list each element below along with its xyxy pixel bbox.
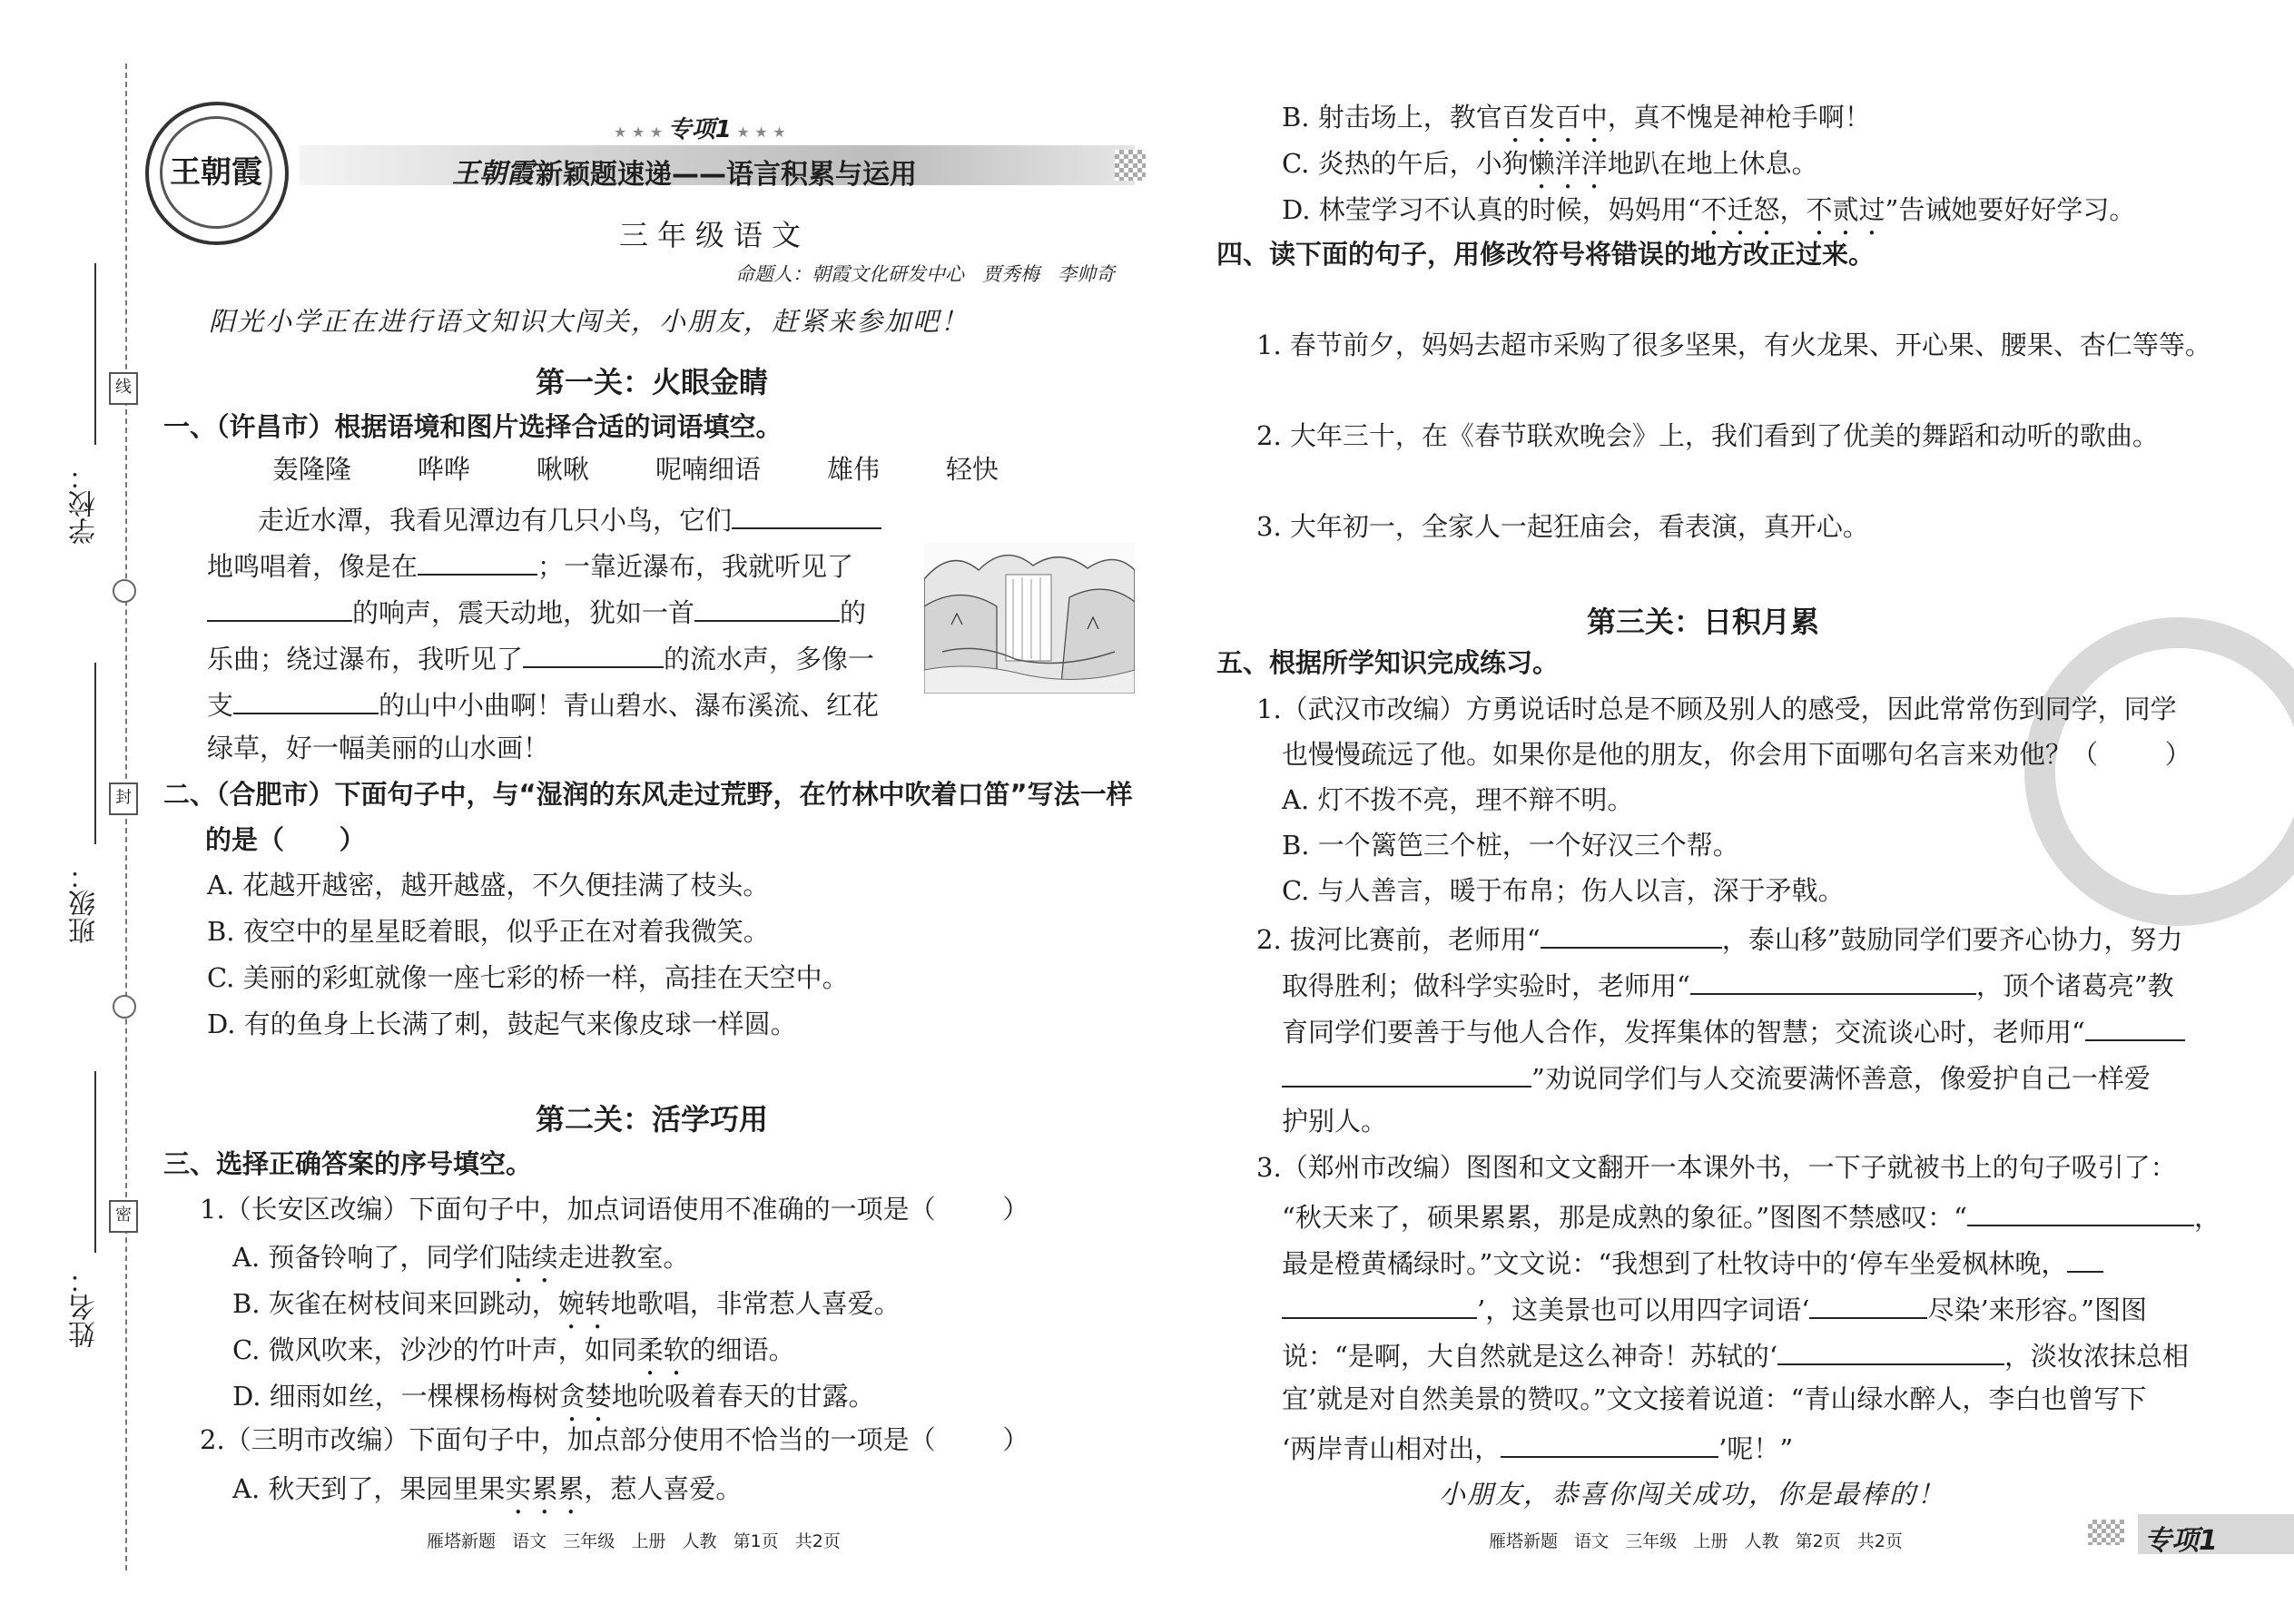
q1-line: 支 的山中小曲啊！青山碧水、瀑布溪流、红花 xyxy=(207,690,880,721)
topic-tag-header: ★ ★ ★ 专项1 ★ ★ ★ xyxy=(614,116,786,143)
footer-left: 雁塔新题 语文 三年级 上册 人教 第1页 共2页 xyxy=(427,1531,841,1551)
waterfall-illustration xyxy=(924,543,1135,694)
q3-sub1-option[interactable]: C. 微风吹来，沙沙的竹叶声，如同柔软的细语。 xyxy=(232,1334,795,1365)
seal-mark: 封 xyxy=(109,782,138,815)
name-label: 姓名： xyxy=(69,1266,101,1348)
level2-title: 第二关：活学巧用 xyxy=(536,1102,769,1137)
secret-mark: 密 xyxy=(109,1200,138,1233)
q3-sub2-option[interactable]: A. 秋天到了，果园里果实累累，惹人喜爱。 xyxy=(232,1473,743,1504)
q3-sub1-option[interactable]: A. 预备铃响了，同学们陆续走进教室。 xyxy=(232,1242,690,1273)
school-field[interactable] xyxy=(94,263,96,445)
q2-stem-2: 的是（ ） xyxy=(205,824,366,855)
q4-item[interactable]: 2. 大年三十，在《春节联欢晚会》上，我们看到了优美的舞蹈和动听的歌曲。 xyxy=(1256,420,2159,451)
word-option: 轰隆隆 xyxy=(272,454,352,485)
q1-line: 绿草，好一幅美丽的山水画！ xyxy=(207,733,550,763)
answer-blank[interactable] xyxy=(523,643,664,668)
q5-s1-option[interactable]: A. 灯不拨不亮，理不辩不明。 xyxy=(1282,784,1634,815)
binding-dashed-line xyxy=(125,64,127,1570)
brand-logo-text: 王朝霞 xyxy=(160,116,272,229)
answer-blank[interactable] xyxy=(1809,1294,1927,1319)
q1-word-bank xyxy=(272,454,999,485)
q4-item[interactable]: 3. 大年初一，全家人一起狂庙会，看表演，真开心。 xyxy=(1256,511,1869,542)
answer-blank[interactable] xyxy=(1282,1062,1531,1088)
q2-stem: 二、（合肥市）下面句子中，与“湿润的东风走过荒野，在竹林中吹着口笛”写法一样 xyxy=(163,779,1133,810)
answer-blank[interactable] xyxy=(2085,1016,2185,1041)
checker-decoration xyxy=(2088,1520,2124,1545)
brand-name: 王朝霞 xyxy=(452,158,534,190)
intro-text: 阳光小学正在进行语文知识大闯关，小朋友，赶紧来参加吧！ xyxy=(209,306,970,337)
page-title: 新颖题速递——语言积累与运用 xyxy=(536,159,917,191)
word-option: 雄伟 xyxy=(826,454,880,485)
word-option: 轻快 xyxy=(945,454,999,485)
q1-stem: 一、（许昌市）根据语境和图片选择合适的词语填空。 xyxy=(163,411,783,442)
q3-sub2: 2.（三明市改编）下面句子中，加点部分使用不恰当的一项是（ ） xyxy=(200,1424,1029,1455)
class-field[interactable] xyxy=(94,663,96,844)
binding-hole-icon xyxy=(113,995,136,1019)
q3-sub2-option[interactable]: B. 射击场上，教官百发百中，真不愧是神枪手啊！ xyxy=(1282,102,1871,133)
q3-sub1: 1.（长安区改编）下面句子中，加点词语使用不准确的一项是（ ） xyxy=(200,1194,1029,1225)
q5-s2-line: 护别人。 xyxy=(1282,1106,1388,1137)
q5-s2-line: 2. 拔河比赛前，老师用“ ，泰山移”鼓励同学们要齐心协力，努力 xyxy=(1256,924,2183,955)
q2-option[interactable]: C. 美丽的彩虹就像一座七彩的桥一样，高挂在天空中。 xyxy=(207,962,849,993)
q5-s3-line: 3.（郑州市改编）图图和文文翻开一本课外书，一下子就被书上的句子吸引了： xyxy=(1256,1152,2177,1183)
q1-line: 走近水潭，我看见潭边有几只小鸟，它们 xyxy=(258,504,881,534)
answer-blank[interactable] xyxy=(1777,1340,2004,1365)
answer-blank[interactable] xyxy=(1282,1294,1477,1319)
q3-stem: 三、选择正确答案的序号填空。 xyxy=(163,1148,533,1179)
q2-option[interactable]: A. 花越开越密，越开越盛，不久便挂满了枝头。 xyxy=(207,870,770,901)
seal-watermark xyxy=(2024,617,2294,926)
line-mark: 线 xyxy=(109,372,138,405)
answer-blank[interactable] xyxy=(207,596,352,622)
q5-s3-line: ‘两岸青山相对出， ’呢！” xyxy=(1282,1433,1794,1464)
word-option: 啾啾 xyxy=(536,454,589,485)
answer-blank[interactable] xyxy=(418,550,537,576)
q5-s1-option[interactable]: C. 与人善言，暖于布帛；伤人以言，深于矛戟。 xyxy=(1282,875,1845,906)
closing-text: 小朋友，恭喜你闯关成功，你是最棒的！ xyxy=(1439,1479,1946,1510)
q3-sub2-option[interactable]: C. 炎热的午后，小狗懒洋洋地趴在地上休息。 xyxy=(1282,148,1818,179)
school-label: 学校： xyxy=(69,463,101,545)
q1-line: 地鸣唱着，像是在 ；一靠近瀑布，我就听见了 xyxy=(207,551,854,582)
q5-s1-line: 也慢慢疏远了他。如果你是他的朋友，你会用下面哪句名言来劝他？（ ） xyxy=(1282,739,2191,770)
footer-right: 雁塔新题 语文 三年级 上册 人教 第2页 共2页 xyxy=(1489,1531,1903,1551)
q2-option[interactable]: B. 夜空中的星星眨着眼，似乎正在对着我微笑。 xyxy=(207,916,770,947)
q3-sub2-option[interactable]: D. 林莹学习不认真的时候，妈妈用“不迁怒，不贰过”告诫她要好好学习。 xyxy=(1282,194,2136,225)
q4-stem: 四、读下面的句子，用修改符号将错误的地方改正过来。 xyxy=(1216,239,1876,270)
footer-topic-tag: 专项1 xyxy=(2144,1525,2218,1557)
q3-sub1-option[interactable]: B. 灰雀在树枝间来回跳动，婉转地歌唱，非常惹人喜爱。 xyxy=(232,1288,901,1319)
level1-title: 第一关：火眼金睛 xyxy=(536,365,769,399)
q5-s2-line: 育同学们要善于与他人合作，发挥集体的智慧；交流谈心时，老师用“ xyxy=(1282,1016,2185,1046)
q5-s3-line: 宜’就是对自然美景的赞叹。”文文接着说道：“青山绿水醉人，李白也曾写下 xyxy=(1282,1383,2147,1414)
answer-blank[interactable] xyxy=(694,596,840,622)
word-option: 哗哗 xyxy=(417,454,470,485)
word-option: 呢喃细语 xyxy=(655,454,761,485)
binding-hole-icon xyxy=(113,579,136,603)
authors-line: 命题人：朝霞文化研发中心 贾秀梅 李帅奇 xyxy=(735,263,1116,285)
q5-s3-line: 最是橙黄橘绿时。”文文说：“我想到了杜牧诗中的‘停车坐爱枫林晚， xyxy=(1282,1247,2103,1277)
q3-sub1-option[interactable]: D. 细雨如丝，一棵棵杨梅树贪婪地吮吸着春天的甘露。 xyxy=(232,1381,875,1412)
q5-stem: 五、根据所学知识完成练习。 xyxy=(1216,647,1560,678)
q5-s1-line: 1.（武汉市改编）方勇说话时总是不顾及别人的感受，因此常常伤到同学，同学 xyxy=(1256,694,2177,724)
answer-blank[interactable] xyxy=(233,689,379,714)
q5-s3-line: “秋天来了，硕果累累，那是成熟的象征。”图图不禁感叹：“ ， xyxy=(1282,1202,2220,1233)
brand-logo xyxy=(145,102,289,245)
answer-blank[interactable] xyxy=(1501,1432,1718,1458)
answer-blank[interactable] xyxy=(1967,1201,2194,1226)
q4-item[interactable]: 1. 春节前夕，妈妈去超市采购了很多坚果，有火龙果、开心果、腰果、杏仁等等。 xyxy=(1256,330,2211,360)
answer-blank[interactable] xyxy=(1690,969,1976,995)
class-label: 班级： xyxy=(69,862,101,944)
q2-option[interactable]: D. 有的鱼身上长满了刺，鼓起气来像皮球一样圆。 xyxy=(207,1009,797,1039)
q5-s3-line: ’，这美景也可以用四字词语‘ 尽染’来形容。”图图 xyxy=(1282,1294,2147,1324)
q1-line: 的响声，震天动地，犹如一首 的 xyxy=(207,596,866,626)
subject-title: 三年级语文 xyxy=(619,218,811,252)
q1-line: 乐曲；绕过瀑布，我听见了 的流水声，多像一 xyxy=(207,644,875,674)
name-field[interactable] xyxy=(94,1071,96,1253)
answer-blank[interactable] xyxy=(732,504,881,529)
q5-s1-option[interactable]: B. 一个篱笆三个桩，一个好汉三个帮。 xyxy=(1282,830,1739,861)
answer-blank[interactable] xyxy=(1541,923,1722,949)
checker-decoration xyxy=(1115,150,1146,181)
q5-s2-line: 取得胜利；做科学实验时，老师用“ ，顶个诸葛亮”教 xyxy=(1282,970,2174,1001)
q5-s2-line: ”劝说同学们与人交流要满怀善意，像爱护自己一样爱 xyxy=(1282,1062,2151,1092)
level3-title: 第三关：日积月累 xyxy=(1587,605,1820,639)
answer-blank[interactable] xyxy=(2067,1247,2103,1273)
q5-s3-line: 说：“是啊，大自然就是这么神奇！苏轼的‘ ，淡妆浓抹总相 xyxy=(1282,1341,2190,1372)
